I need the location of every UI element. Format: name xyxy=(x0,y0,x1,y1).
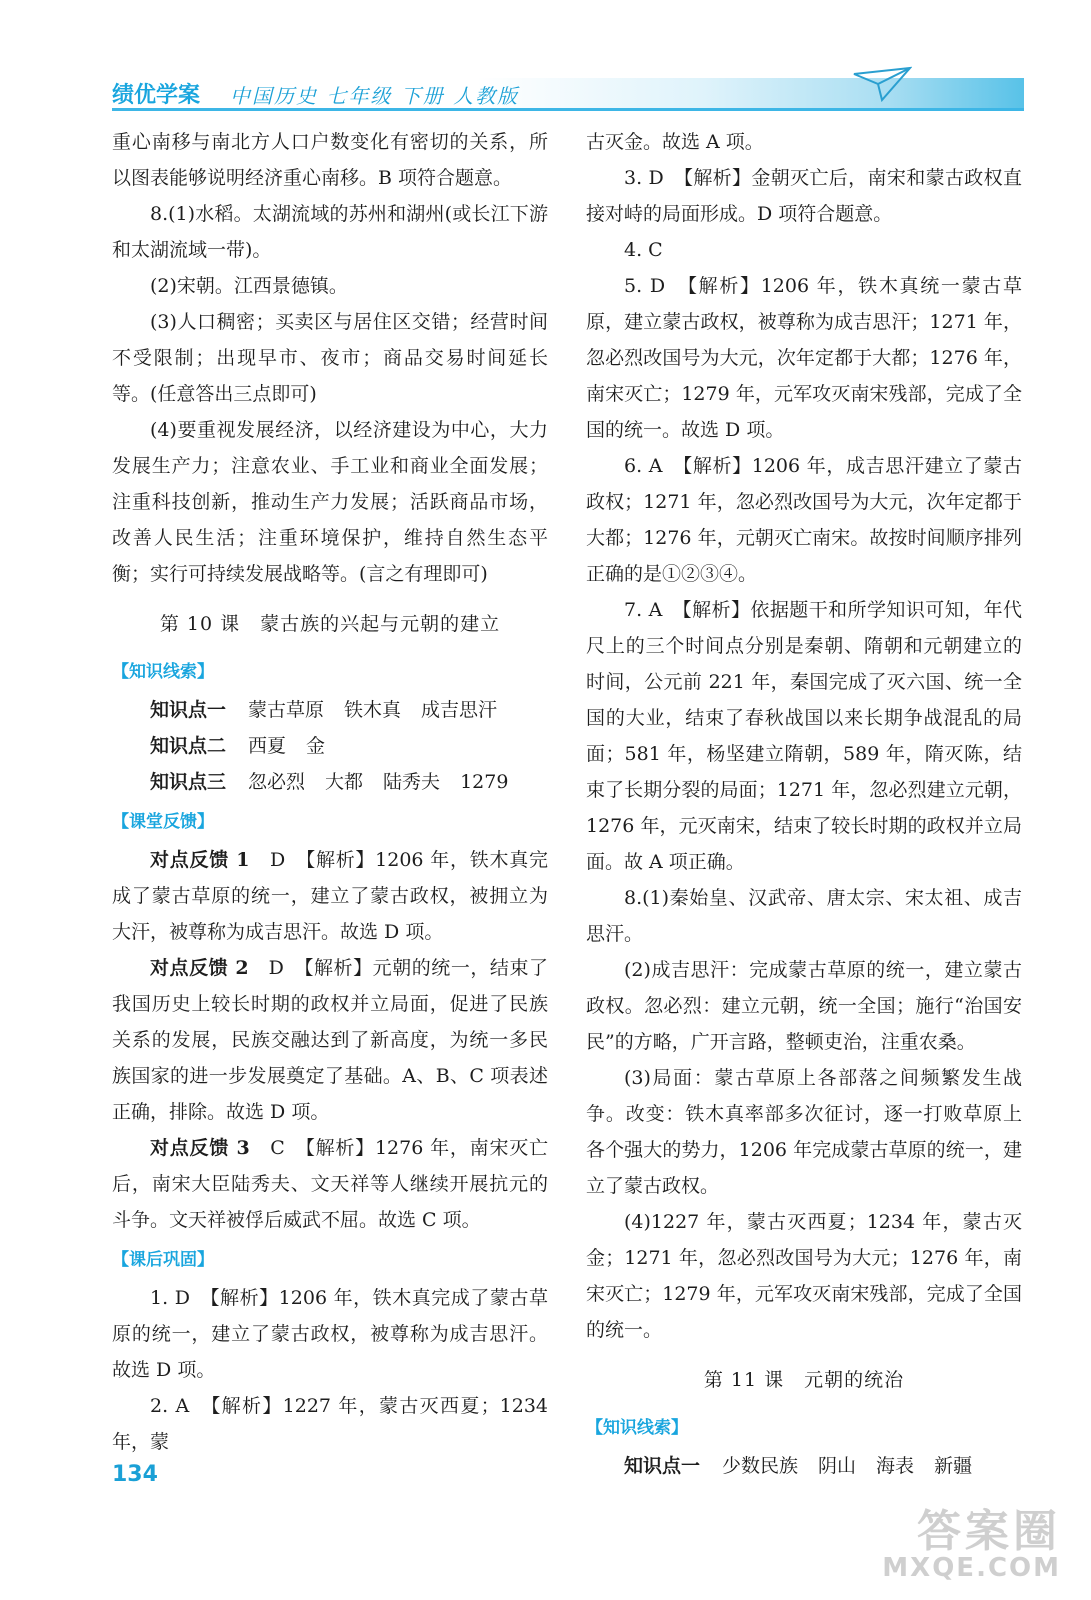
knowledge-item: 1279 xyxy=(460,771,509,793)
knowledge-item: 陆秀夫 xyxy=(383,771,441,793)
knowledge-item: 忽必烈 xyxy=(248,771,306,793)
feedback-label: 对点反馈 3 xyxy=(150,1137,250,1159)
answer-item: 1. D 【解析】1206 年，铁木真完成了蒙古草原的统一，建立了蒙古政权，被尊称为成吉思汗。故选 D 项。 xyxy=(112,1287,548,1381)
page-number: 134 xyxy=(112,1462,158,1487)
knowledge-item: 大都 xyxy=(325,771,364,793)
answer-item: 3. D 【解析】金朝灭亡后，南宋和蒙古政权直接对峙的局面形成。D 项符合题意。 xyxy=(586,167,1022,225)
answer-item: 2. A 【解析】1227 年，蒙古灭西夏；1234 年，蒙 xyxy=(112,1395,548,1453)
knowledge-item: 蒙古草原 xyxy=(248,699,325,721)
feedback-text: C 【解析】1276 年，南宋灭亡后，南宋大臣陆秀夫、文天祥等人继续开展抗元的斗争。文天祥被俘后威武不屈。故选 C 项。 xyxy=(112,1137,548,1231)
feedback-item xyxy=(112,842,548,950)
right-column xyxy=(586,124,1022,1484)
answer-item: 5. D 【解析】1206 年，铁木真统一蒙古草原，建立蒙古政权，被尊称为成吉思汗；1271 年，忽必烈改国号为大元，次年定都于大都；1276 年，南宋灭亡；1279 年，元军攻灭南宋残部，完成了全国的统一。故选 D 项。 xyxy=(586,275,1022,441)
answer-8-4: (4)1227 年，蒙古灭西夏；1234 年，蒙古灭金；1271 年，忽必烈改国号为大元；1276 年，南宋灭亡；1279 年，元军攻灭南宋残部，完成了全国的统一。 xyxy=(586,1211,1022,1341)
knowledge-point xyxy=(112,728,548,764)
answer-8-1: 8.(1)秦始皇、汉武帝、唐太宗、宋太祖、成吉思汗。 xyxy=(586,887,1022,945)
answer-item: 古灭金。故选 A 项。 xyxy=(586,131,764,153)
feedback-label: 对点反馈 1 xyxy=(150,849,250,871)
answer-8-3: (3)人口稠密；买卖区与居住区交错；经营时间不受限制；出现早市、夜市；商品交易时间延长等。(任意答出三点即可) xyxy=(112,311,548,405)
feedback-text: D 【解析】元朝的统一，结束了我国历史上较长时期的政权并立局面，促进了民族关系的发展，民族交融达到了新高度，为统一多民族国家的进一步发展奠定了基础。A、B、C 项表述正确，排除。故选 D 项。 xyxy=(112,957,548,1123)
answer-8-3: (3)局面：蒙古草原上各部落之间频繁发生战争。改变：铁木真率部多次征讨，逐一打败草原上各个强大的势力，1206 年完成蒙古草原的统一，建立了蒙古政权。 xyxy=(586,1067,1022,1197)
section-tag-knowledge: 【知识线索】 xyxy=(112,662,214,682)
knowledge-item: 西夏 xyxy=(248,735,287,757)
feedback-label: 对点反馈 2 xyxy=(150,957,249,979)
answer-8-4: (4)要重视发展经济，以经济建设为中心，大力发展生产力；注意农业、手工业和商业全面发展；注重科技创新，推动生产力发展；活跃商品市场，改善人民生活；注重环境保护，维持自然生态平衡；实行可持续发展战略等。(言之有理即可) xyxy=(112,419,548,585)
knowledge-point xyxy=(112,764,548,800)
lesson-title: 第 10 课 蒙古族的兴起与元朝的建立 xyxy=(159,613,501,635)
feedback-item xyxy=(112,1130,548,1238)
knowledge-point-label: 知识点一 xyxy=(150,699,227,721)
answer-8-2: (2)成吉思汗：完成蒙古草原的统一，建立蒙古政权。忽必烈：建立元朝，统一全国；施行“治国安民”的方略，广开言路，整顿吏治，注重农桑。 xyxy=(586,959,1022,1053)
knowledge-point xyxy=(586,1448,1022,1484)
left-column xyxy=(112,124,548,1460)
knowledge-point xyxy=(112,692,548,728)
answer-item: 4. C xyxy=(624,239,663,261)
page-header xyxy=(112,70,1024,116)
knowledge-item: 阴山 xyxy=(818,1455,857,1477)
knowledge-item: 金 xyxy=(306,735,326,757)
section-tag-after-class: 【课后巩固】 xyxy=(112,1250,214,1270)
section-tag-knowledge: 【知识线索】 xyxy=(586,1418,688,1438)
answer-8-2: (2)宋朝。江西景德镇。 xyxy=(150,275,348,297)
answer-item: 7. A 【解析】依据题干和所学知识可知，年代尺上的三个时间点分别是秦朝、隋朝和元朝建立的时间，公元前 221 年，秦国完成了灭六国、统一全国的大业，结束了春秋战国以来长期争战混乱的局面；581 年，杨坚建立隋朝，589 年，隋灭陈，结束了长期分裂的局面；1271 年，忽必烈建立元朝，1276 年，元灭南宋，结束了较长时期的政权并立局面。故 A 项正确。 xyxy=(586,599,1022,873)
feedback-item xyxy=(112,950,548,1130)
watermark-text: 答案圈 xyxy=(917,1506,1061,1557)
knowledge-point-label: 知识点二 xyxy=(150,735,227,757)
answer-8-1: 8.(1)水稻。太湖流域的苏州和湖州(或长江下游和太湖流域一带)。 xyxy=(112,203,548,261)
knowledge-item: 成吉思汗 xyxy=(421,699,498,721)
paper-plane-icon xyxy=(852,64,912,104)
paragraph: 重心南移与南北方人口户数变化有密切的关系，所以图表能够说明经济重心南移。B 项符合题意。 xyxy=(112,131,548,189)
knowledge-item: 少数民族 xyxy=(722,1455,799,1477)
brand-logo: 绩优学案 xyxy=(112,83,201,108)
book-subject: 中国历史 七年级 下册 人教版 xyxy=(230,84,520,108)
answer-item: 6. A 【解析】1206 年，成吉思汗建立了蒙古政权；1271 年，忽必烈改国号为大元，次年定都于大都；1276 年，元朝灭亡南宋。故按时间顺序排列正确的是①②③④。 xyxy=(586,455,1022,585)
watermark-logo xyxy=(882,1506,1061,1583)
lesson-title: 第 11 课 元朝的统治 xyxy=(703,1369,905,1391)
watermark-url: MXQE.COM xyxy=(882,1553,1061,1583)
knowledge-item: 海表 xyxy=(876,1455,915,1477)
knowledge-point-label: 知识点三 xyxy=(150,771,227,793)
feedback-text: D 【解析】1206 年，铁木真完成了蒙古草原的统一，建立了蒙古政权，被拥立为大汗，被尊称为成吉思汗。故选 D 项。 xyxy=(112,849,548,943)
knowledge-item: 新疆 xyxy=(934,1455,973,1477)
knowledge-point-label: 知识点一 xyxy=(624,1455,701,1477)
section-tag-class-feedback: 【课堂反馈】 xyxy=(112,812,214,832)
knowledge-item: 铁木真 xyxy=(344,699,402,721)
